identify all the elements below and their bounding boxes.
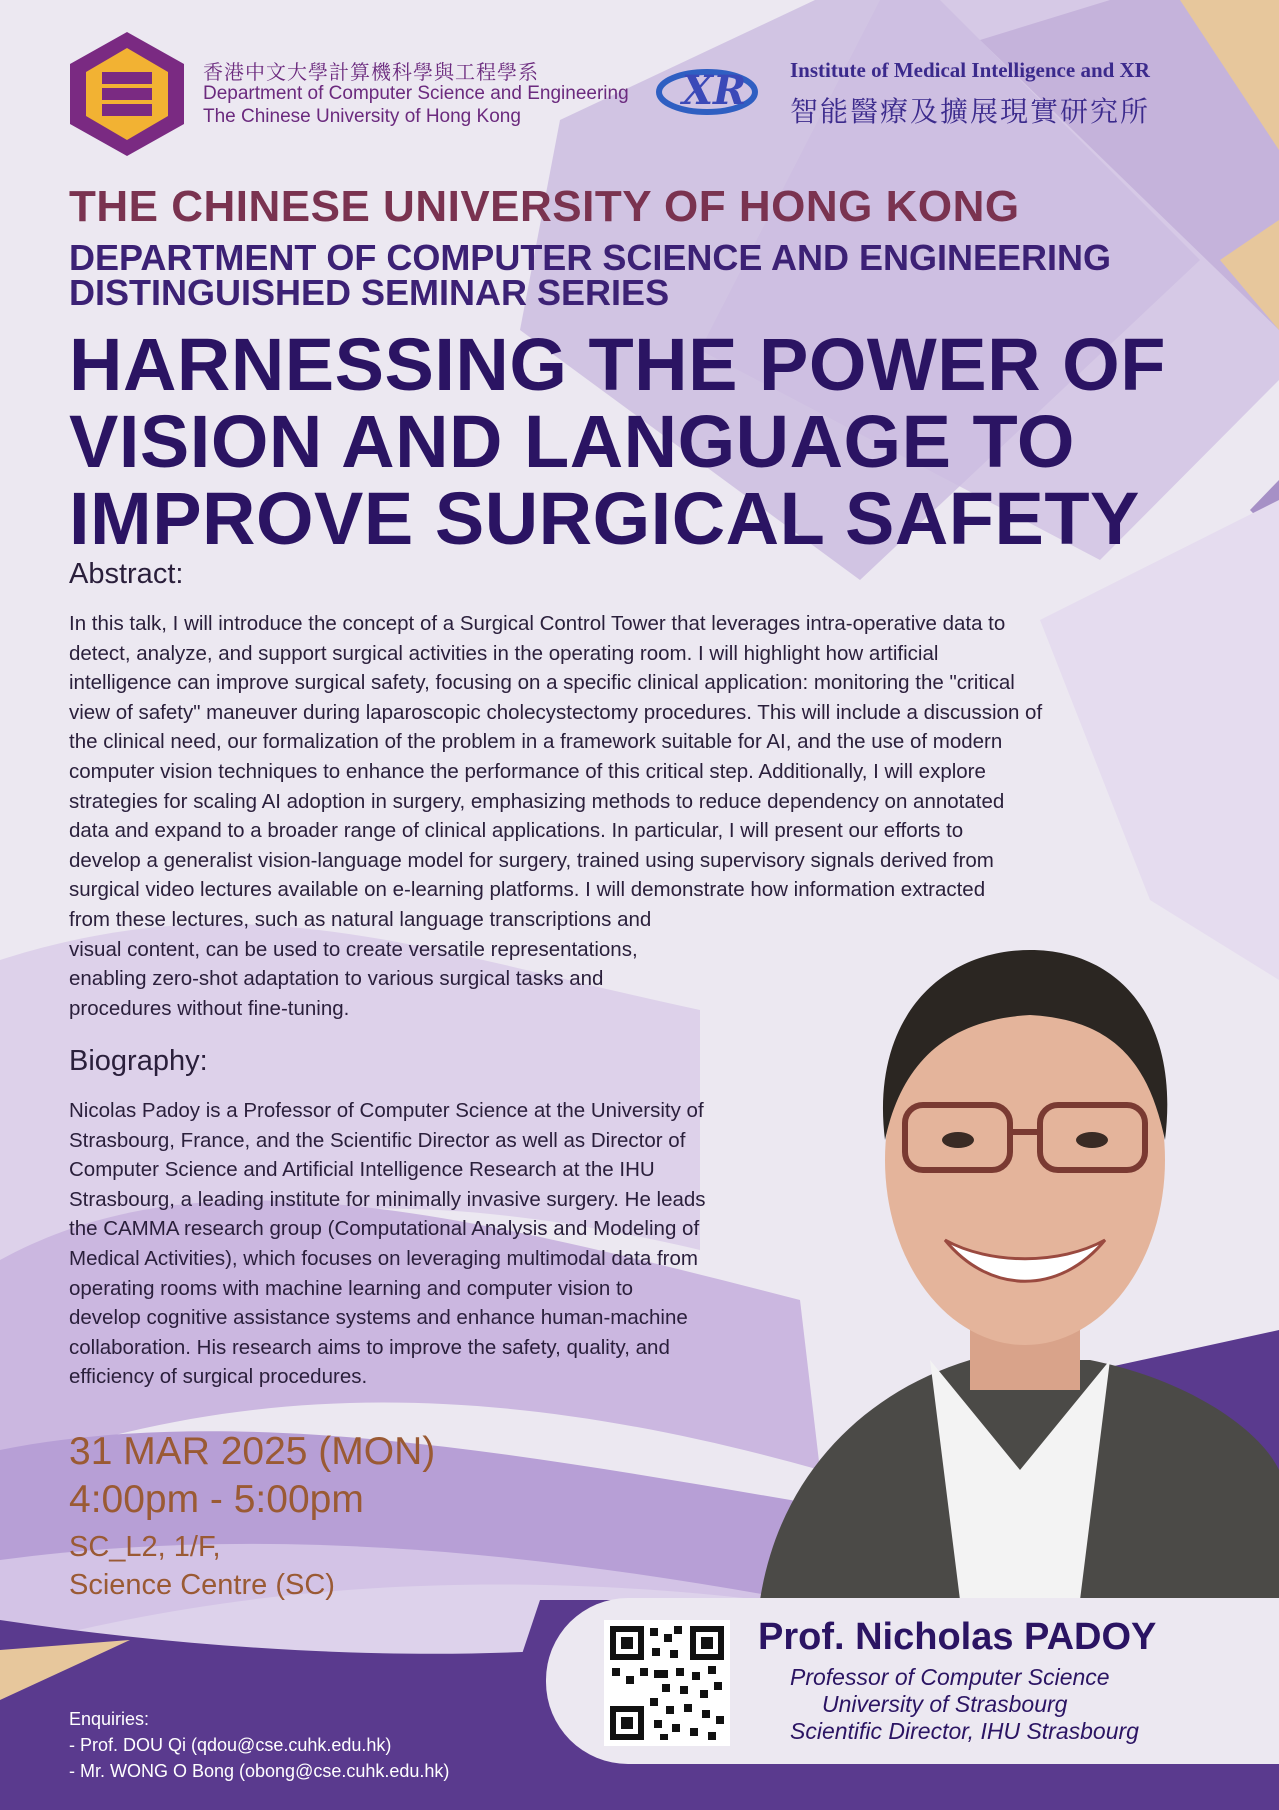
abstract-line: from these lectures, such as natural language transcriptions and (69, 907, 652, 931)
event-time: 4:00pm - 5:00pm (69, 1478, 364, 1521)
enquiries-contact[interactable]: - Mr. WONG O Bong (obong@cse.cuhk.edu.hk) (69, 1761, 450, 1781)
abstract-line: strategies for scaling AI adoption in surgery, emphasizing methods to reduce dependency on annotated (69, 789, 1005, 813)
biography-line: Computer Science and Artificial Intelligence Research at the IHU (69, 1158, 655, 1182)
title-line: HARNESSING THE POWER OF (69, 323, 1166, 406)
abstract-line: In this talk, I will introduce the concept of a Surgical Control Tower that leverages intra-operative data to (69, 612, 1006, 635)
abstract-line: data and expand to a broader range of clinical applications. In particular, I will present our efforts to (69, 819, 964, 843)
speaker-name: Prof. Nicholas PADOY (758, 1616, 1157, 1658)
university-title: THE CHINESE UNIVERSITY OF HONG KONG (69, 182, 1020, 231)
biography-line: Strasbourg, France, and the Scientific Director as well as Director of (69, 1128, 686, 1152)
biography-heading: Biography: (69, 1045, 208, 1077)
talk-title (69, 323, 1166, 560)
venue-line1: SC_L2, 1/F, (69, 1531, 221, 1563)
dept-english-name (203, 82, 629, 128)
institute-english-name: Institute of Medical Intelligence and XR (790, 58, 1150, 82)
title-line: IMPROVE SURGICAL SAFETY (69, 477, 1140, 560)
biography-line: collaboration. His research aims to improve the safety, quality, and (69, 1335, 670, 1359)
biography-line: the CAMMA research group (Computational Analysis and Modeling of (69, 1217, 700, 1241)
abstract-line: view of safety" maneuver during laparoscopic cholecystectomy procedures. This will include a discussion of (69, 700, 1043, 724)
speaker-title-line2: University of Strasbourg (822, 1691, 1068, 1717)
dept-chinese-name: 香港中文大學計算機科學與工程學系 (203, 60, 539, 84)
abstract-line: surgical video lectures available on e-learning platforms. I will demonstrate how information extracted (69, 878, 986, 902)
biography-line: Medical Activities), which focuses on leveraging multimodal data from (69, 1246, 698, 1270)
biography-line: develop cognitive assistance systems and enhance human-machine (69, 1306, 688, 1330)
biography-body (69, 1096, 829, 1392)
svg-text:XR: XR (682, 67, 747, 114)
abstract-line: computer vision techniques to enhance the performance of this critical step. Additionally, I will explore (69, 759, 986, 783)
abstract-line: intelligence can improve surgical safety, focusing on a specific clinical application: monitoring the "critical (69, 671, 1015, 695)
biography-line: Nicolas Padoy is a Professor of Computer Science at the University of (69, 1099, 704, 1122)
biography-line: efficiency of surgical procedures. (69, 1365, 368, 1389)
seminar-series-heading (69, 237, 1112, 313)
abstract-line: detect, analyze, and support surgical activities in the operating room. I will highlight how artificial (69, 641, 939, 665)
qr-code[interactable] (604, 1620, 730, 1746)
biography-line: Strasbourg, a leading institute for minimally invasive surgery. He leads (69, 1187, 706, 1211)
abstract-line: enabling zero-shot adaptation to various surgical tasks and (69, 967, 604, 991)
speaker-title-line3: Scientific Director, IHU Strasbourg (790, 1718, 1139, 1744)
event-venue (69, 1528, 335, 1604)
abstract-line: visual content, can be used to create versatile representations, (69, 937, 638, 961)
institute-chinese-name: 智能醫療及擴展現實研究所 (790, 95, 1151, 128)
enquiries-heading: Enquiries: (69, 1709, 150, 1729)
abstract-heading: Abstract: (69, 558, 184, 590)
event-date: 31 MAR 2025 (MON) (69, 1430, 436, 1473)
title-line: VISION AND LANGUAGE TO (69, 400, 1075, 483)
xr-institute-logo (652, 52, 762, 128)
enquiries (69, 1706, 449, 1784)
dept-english-line1: Department of Computer Science and Engineering (203, 83, 629, 104)
series-line1: DEPARTMENT OF COMPUTER SCIENCE AND ENGINEERING (69, 237, 1112, 278)
speaker-photo (760, 910, 1279, 1600)
dept-english-line2: The Chinese University of Hong Kong (203, 106, 521, 127)
event-datetime (69, 1428, 435, 1524)
abstract-line: develop a generalist vision-language model for surgery, trained using supervisory signals derived from (69, 848, 994, 872)
abstract-line: procedures without fine-tuning. (69, 996, 350, 1020)
enquiries-contact[interactable]: - Prof. DOU Qi (qdou@cse.cuhk.edu.hk) (69, 1735, 392, 1755)
cse-logo (64, 30, 190, 158)
speaker-title-line1: Professor of Computer Science (790, 1664, 1110, 1690)
series-line2: DISTINGUISHED SEMINAR SERIES (69, 272, 670, 313)
abstract-line: the clinical need, our formalization of the problem in a framework suitable for AI, and the use of modern (69, 730, 1003, 754)
venue-line2: Science Centre (SC) (69, 1569, 335, 1601)
biography-line: operating rooms with machine learning and computer vision to (69, 1276, 634, 1300)
